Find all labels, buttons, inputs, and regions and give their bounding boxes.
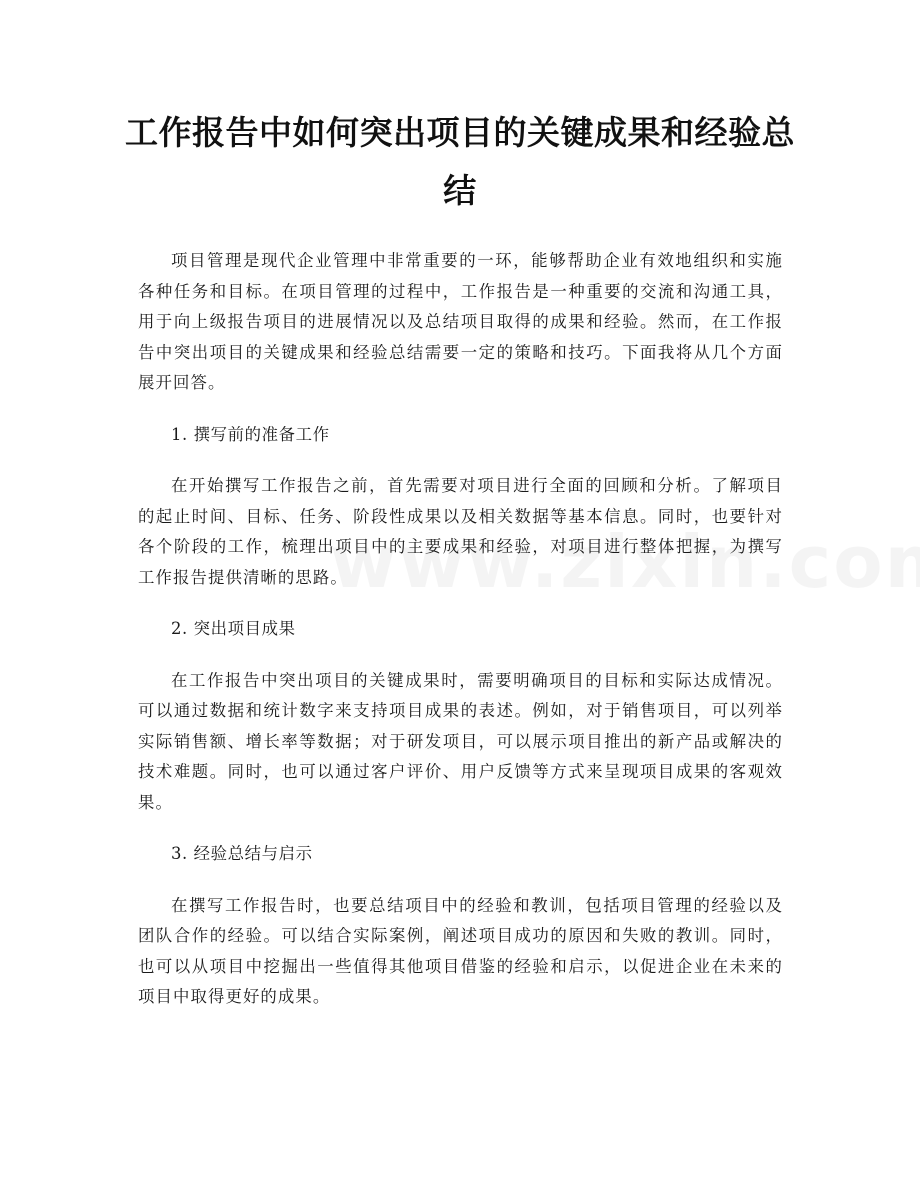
- section-heading-1: 1. 撰写前的准备工作: [171, 424, 330, 444]
- section-heading-3: 3. 经验总结与启示: [171, 844, 313, 863]
- intro-paragraph: 项目管理是现代企业管理中非常重要的一环，能够帮助企业有效地组织和实施各种任务和目标。在项目管理的过程中，工作报告是一种重要的交流和沟通工具，用于向上级报告项目的进展情况以及总结项目取得的成果和经验。然而，在工作报告中突出项目的关键成果和经验总结需要一定的策略和技巧。下面我将从几个方面展开回答。: [138, 251, 783, 392]
- section-paragraph-1: 在开始撰写工作报告之前，首先需要对项目进行全面的回顾和分析。了解项目的起止时间、目标、任务、阶段性成果以及相关数据等基本信息。同时，也要针对各个阶段的工作，梳理出项目中的主要成果和经验，对项目进行整体把握，为撰写工作报告提供清晰的思路。: [138, 476, 783, 587]
- document-title: 工作报告中如何突出项目的关键成果和经验总结: [125, 113, 795, 210]
- document-body: [138, 246, 783, 1034]
- section-paragraph-3: 在撰写工作报告时，也要总结项目中的经验和教训，包括项目管理的经验以及团队合作的经验。可以结合实际案例，阐述项目成功的原因和失败的教训。同时，也可以从项目中挖掘出一些值得其他项目借鉴的经验和启示，以促进企业在未来的项目中取得更好的成果。: [138, 895, 783, 1006]
- section-paragraph-2: 在工作报告中突出项目的关键成果时，需要明确项目的目标和实际达成情况。可以通过数据和统计数字来支持项目成果的表述。例如，对于销售项目，可以列举实际销售额、增长率等数据；对于研发项目，可以展示项目推出的新产品或解决的技术难题。同时，也可以通过客户评价、用户反馈等方式来呈现项目成果的客观效果。: [138, 670, 783, 812]
- section-heading-2: 2. 突出项目成果: [171, 619, 296, 638]
